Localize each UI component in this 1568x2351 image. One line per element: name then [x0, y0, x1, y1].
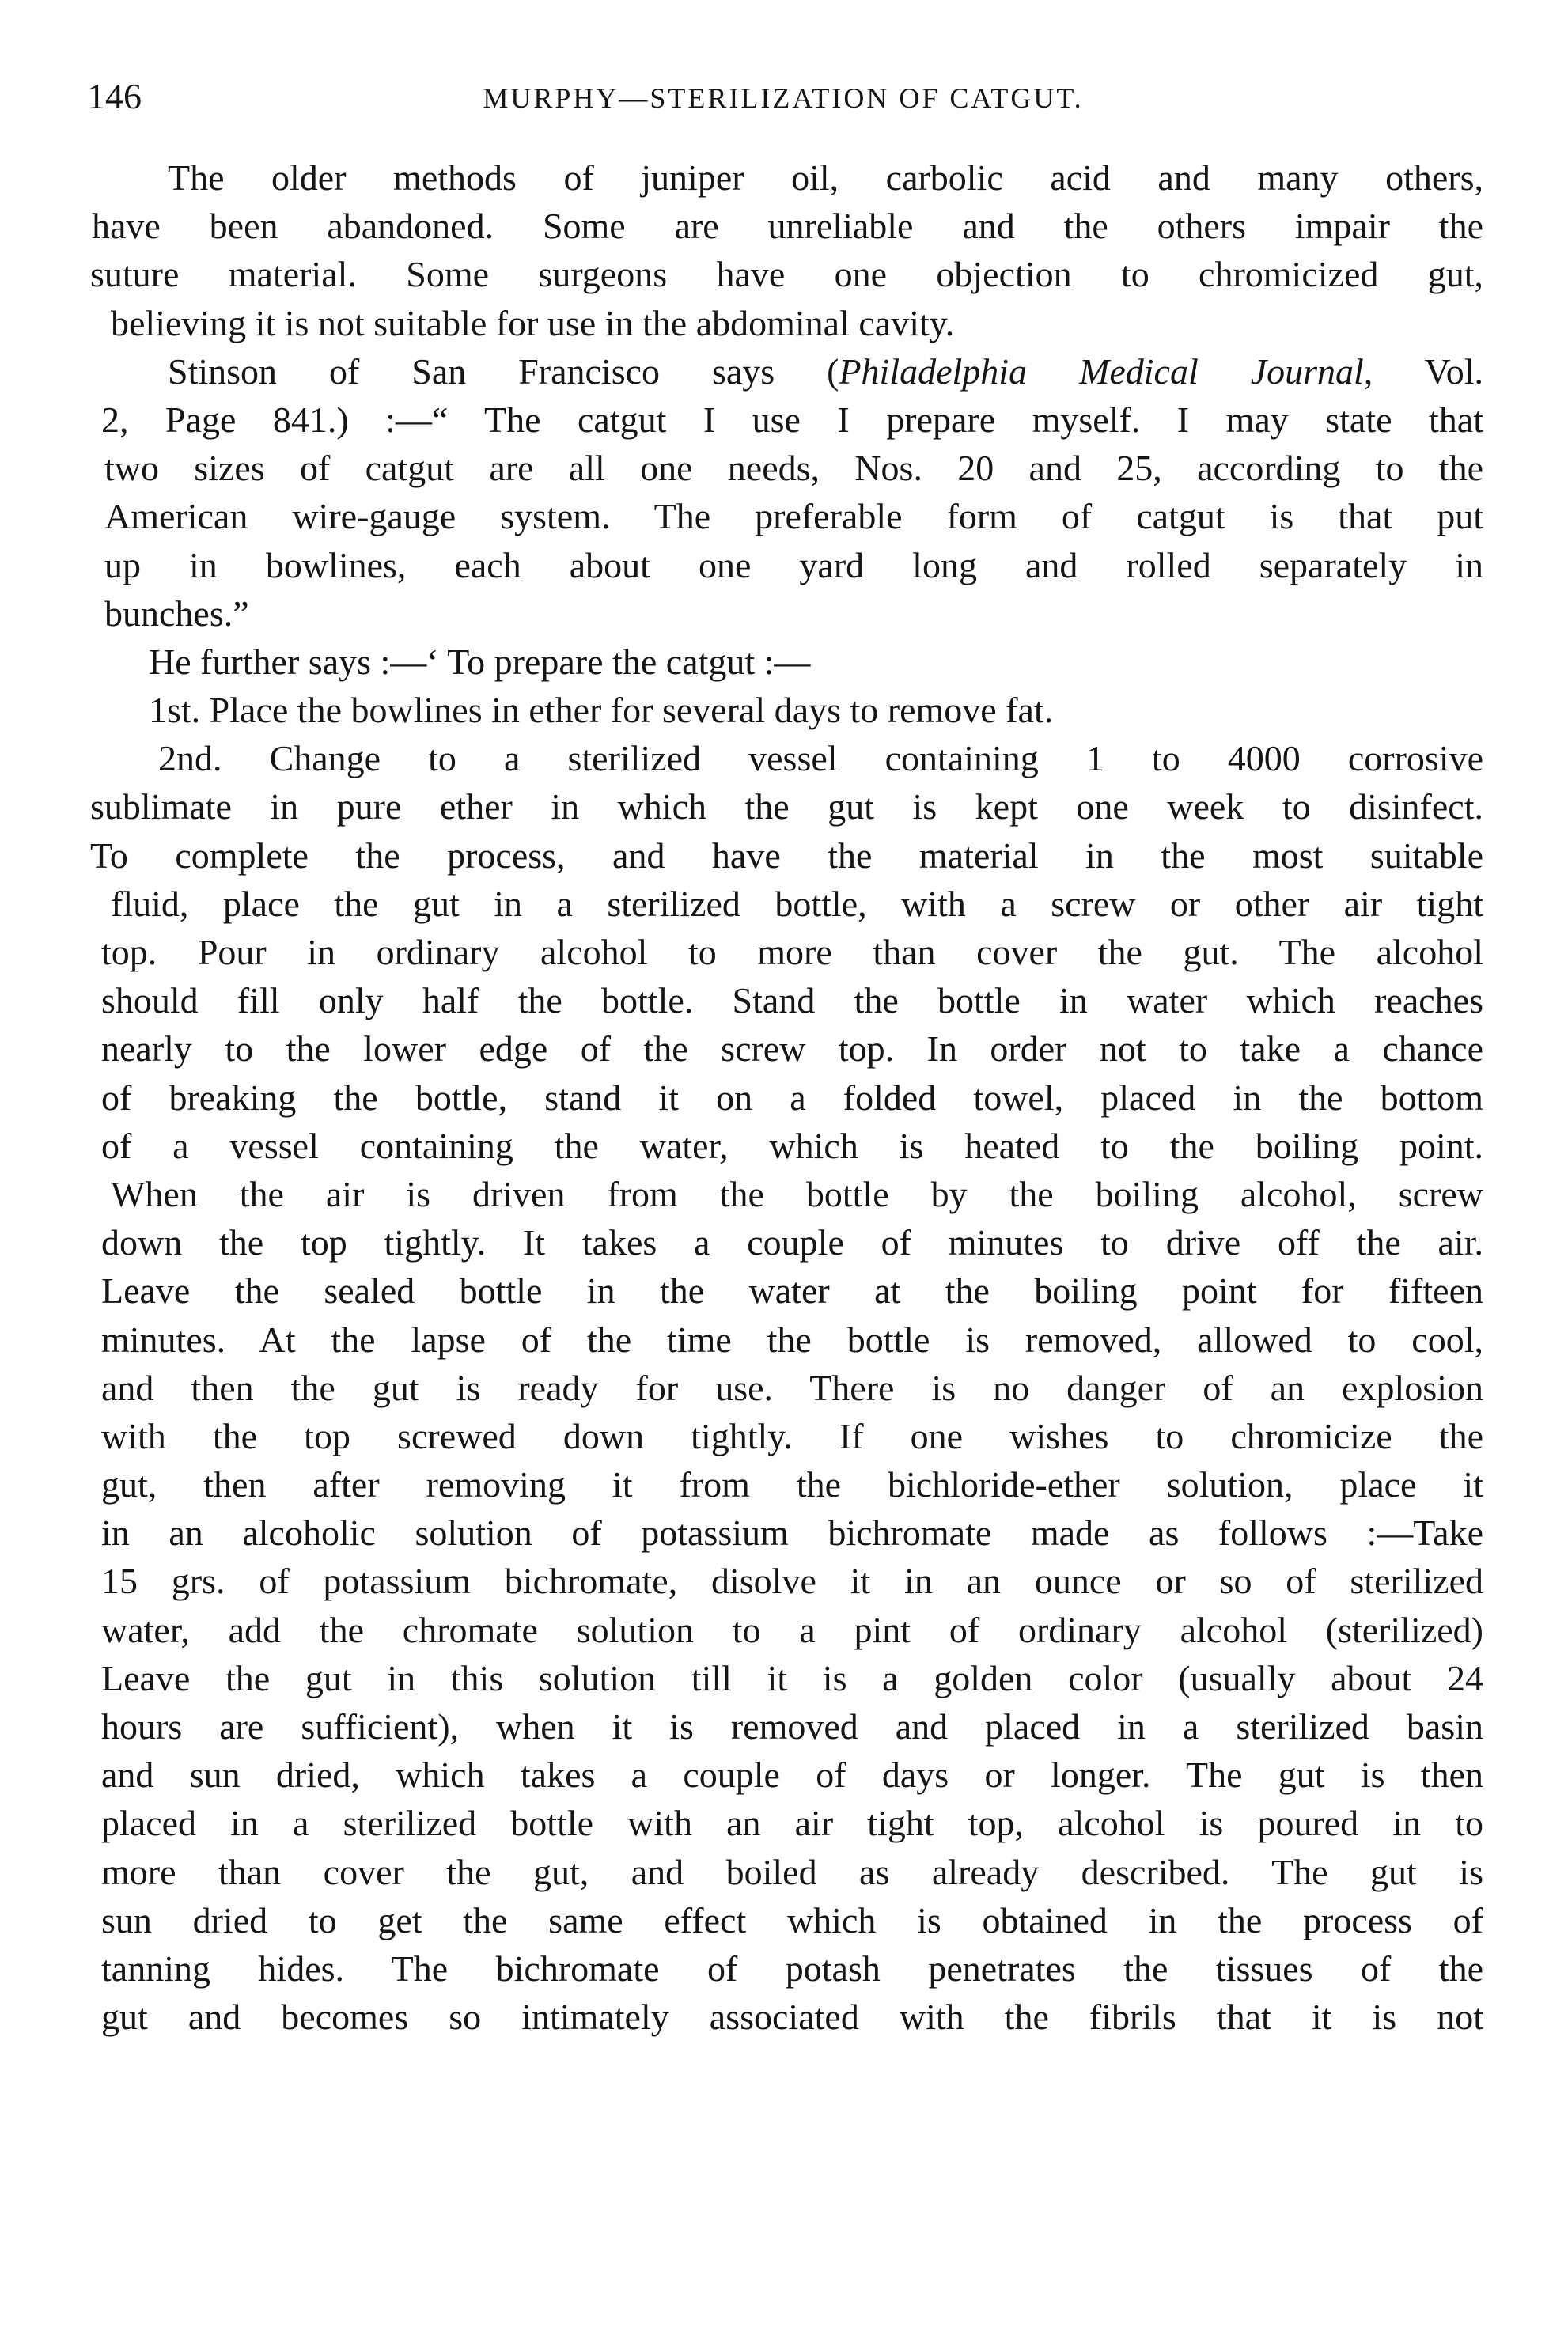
text-line: He further says :—‘ To prepare the catgut :— [149, 641, 811, 682]
volume-label: Vol. [1373, 350, 1483, 392]
text-line: with the top screwed down tightly. If one wishes to chromicize the [101, 1415, 1483, 1456]
text-line: tanning hides. The bichromate of potash penetrates the tissues of the [101, 1948, 1483, 1989]
text-line: American wire-gauge system. The preferable form of catgut is that put [104, 496, 1483, 537]
text-line: nearly to the lower edge of the screw top. In order not to take a chance [101, 1028, 1483, 1069]
text-line: 2nd. Change to a sterilized vessel containing 1 to 4000 corrosive [158, 738, 1483, 779]
text-line: 2, Page 841.) :—“ The catgut I use I prepare myself. I may state that [101, 399, 1483, 440]
text-line: 1st. Place the bowlines in ether for several days to remove fat. [149, 690, 1054, 731]
text-line: water, add the chromate solution to a pint of ordinary alcohol (sterilized) [101, 1609, 1483, 1650]
text-line: in an alcoholic solution of potassium bichromate made as follows :—Take [101, 1512, 1483, 1554]
text-line: suture material. Some surgeons have one objection to chromicized gut, [90, 254, 1483, 295]
text-line-with-citation [87, 347, 1483, 396]
text-line: sun dried to get the same effect which is obtained in the process of [101, 1899, 1483, 1940]
text-line: of breaking the bottle, stand it on a folded towel, placed in the bottom [101, 1077, 1483, 1118]
text-line: have been abandoned. Some are unreliable and the others impair the [92, 206, 1483, 247]
text-line: of a vessel containing the water, which is heated to the boiling point. [101, 1125, 1483, 1166]
journal-citation: Philadelphia Medical Journal, [839, 350, 1373, 392]
page-number: 146 [87, 76, 142, 116]
text-line: Leave the gut in this solution till it is a golden color (usually about 24 [101, 1657, 1483, 1698]
text-line: hours are sufficient), when it is removed and placed in a sterilized basin [101, 1706, 1483, 1747]
text-line: should fill only half the bottle. Stand the bottle in water which reaches [101, 980, 1483, 1021]
text-line: To complete the process, and have the material in the most suitable [90, 835, 1483, 876]
text-line: down the top tightly. It takes a couple of minutes to drive off the air. [101, 1222, 1483, 1263]
text-line: The older methods of juniper oil, carbolic acid and many others, [168, 157, 1483, 198]
text-fragment: Stinson of San Francisco says ( [168, 350, 839, 392]
text-line: and sun dried, which takes a couple of days or longer. The gut is then [101, 1755, 1483, 1796]
text-line: When the air is driven from the bottle by the boiling alcohol, screw [111, 1173, 1483, 1214]
text-line: gut, then after removing it from the bichloride-ether solution, place it [101, 1464, 1483, 1505]
text-line: bunches.” [104, 592, 249, 634]
text-line: placed in a sterilized bottle with an air tight top, alcohol is poured in to [101, 1803, 1483, 1844]
text-line: Leave the sealed bottle in the water at the boiling point for fifteen [101, 1270, 1483, 1312]
text-line: up in bowlines, each about one yard long and rolled separately in [104, 544, 1483, 585]
text-line: 15 grs. of potassium bichromate, disolve it in an ounce or so of sterilized [101, 1561, 1483, 1602]
text-line: gut and becomes so intimately associated with the fibrils that it is not [101, 1997, 1483, 2038]
body-text [87, 153, 1483, 2041]
text-line: top. Pour in ordinary alcohol to more than cover the gut. The alcohol [101, 932, 1483, 972]
text-line: believing it is not suitable for use in the abdominal cavity. [111, 302, 955, 343]
text-line: minutes. At the lapse of the time the bottle is removed, allowed to cool, [101, 1319, 1483, 1360]
text-line: sublimate in pure ether in which the gut is kept one week to disinfect. [90, 786, 1483, 827]
page-header [87, 73, 1479, 120]
text-line: and then the gut is ready for use. There is no danger of an explosion [101, 1367, 1483, 1408]
running-head: MURPHY—STERILIZATION OF CATGUT. [483, 82, 1084, 114]
text-line: fluid, place the gut in a sterilized bottle, with a screw or other air tight [111, 883, 1483, 924]
text-line: two sizes of catgut are all one needs, Nos. 20 and 25, according to the [104, 448, 1483, 489]
text-line: more than cover the gut, and boiled as already described. The gut is [101, 1851, 1483, 1892]
